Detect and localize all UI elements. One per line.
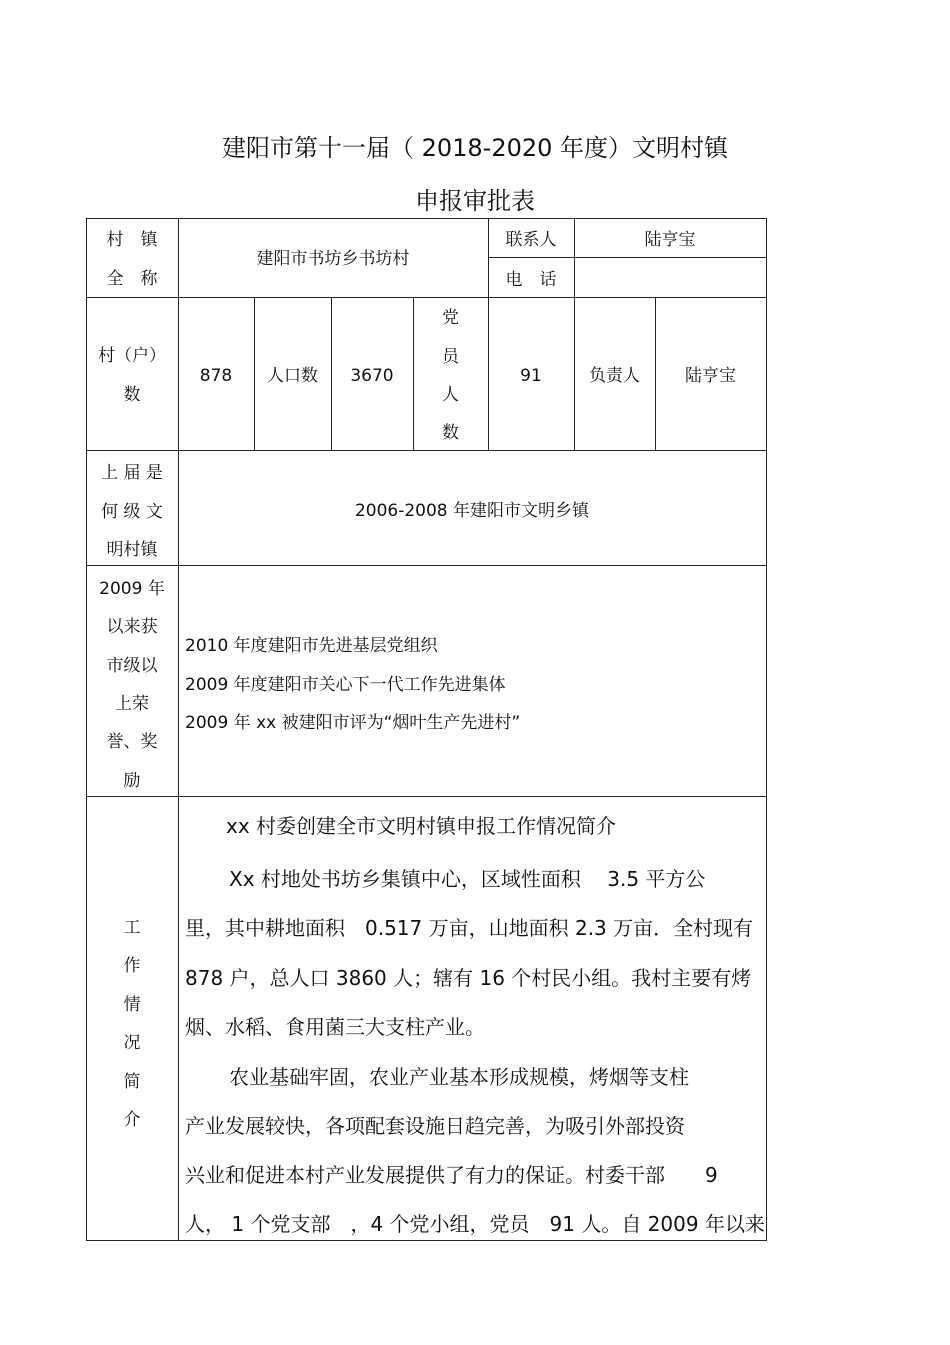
prev-level-label-line1: 上 届 是 — [101, 463, 163, 483]
work-paragraph-line: 人， 1 个党支部 ，4 个党小组，党员 91 人。自 2009 年以来 — [185, 1212, 765, 1236]
work-label-char: 作 — [123, 956, 141, 976]
honors-label-line: 励 — [123, 771, 141, 791]
table-line — [86, 565, 767, 566]
table-line — [574, 218, 575, 297]
work-paragraph-line: 兴业和促进本村产业发展提供了有力的保证。村委干部 9 — [185, 1163, 718, 1187]
work-label-char: 情 — [123, 995, 141, 1015]
contact-label: 联系人 — [505, 230, 557, 250]
party-members-label-char: 数 — [442, 423, 459, 443]
table-line — [86, 297, 767, 298]
village-name-value: 建阳市书坊乡书坊村 — [256, 249, 410, 269]
table-line — [766, 218, 767, 1241]
prev-level-label-line3: 明村镇 — [106, 540, 158, 560]
work-heading: xx 村委创建全市文明村镇申报工作情况简介 — [226, 814, 617, 838]
village-name-label-line1: 村 镇 — [106, 230, 158, 250]
work-paragraph-line: 农业基础牢固，农业产业基本形成规模，烤烟等支柱 — [229, 1065, 689, 1089]
party-members-label-char: 人 — [442, 385, 459, 405]
households-label-line2: 数 — [123, 385, 141, 405]
leader-value: 陆亨宝 — [685, 366, 736, 386]
population-value: 3670 — [350, 366, 394, 386]
table-line — [86, 796, 767, 797]
table-line — [488, 257, 767, 258]
document-title: 建阳市第十一届（ 2018-2020 年度）文明村镇 — [221, 134, 729, 162]
work-label-char: 况 — [123, 1033, 141, 1053]
party-members-label-char: 党 — [442, 308, 459, 328]
village-name-label-line2: 全 称 — [106, 269, 158, 289]
party-members-label-char: 员 — [442, 347, 459, 367]
work-label-char: 介 — [123, 1110, 141, 1130]
work-label-char: 简 — [123, 1072, 141, 1092]
contact-value: 陆亨宝 — [644, 230, 696, 250]
households-value: 878 — [199, 366, 233, 386]
work-paragraph-line: 烟、水稻、食用菌三大支柱产业。 — [185, 1015, 485, 1039]
population-label: 人口数 — [267, 366, 318, 386]
households-label-line1: 村（户） — [98, 346, 166, 366]
work-paragraph-line: 产业发展较快，各项配套设施日趋完善，为吸引外部投资 — [185, 1114, 685, 1138]
honors-label-line: 市级以 — [106, 656, 158, 676]
table-line — [86, 218, 767, 219]
honor-item: 2010 年度建阳市先进基层党组织 — [185, 636, 438, 656]
table-line — [86, 1240, 767, 1241]
table-line — [86, 450, 767, 451]
leader-label: 负责人 — [589, 366, 640, 386]
work-paragraph-line: Xx 村地处书坊乡集镇中心，区域性面积 3.5 平方公 — [229, 867, 706, 891]
phone-label: 电 话 — [505, 270, 557, 290]
honor-item: 2009 年 xx 被建阳市评为“烟叶生产先进村” — [185, 713, 521, 733]
honors-label-line: 2009 年 — [99, 579, 165, 599]
honors-label-line: 以来获 — [106, 617, 158, 637]
honor-item: 2009 年度建阳市关心下一代工作先进集体 — [185, 675, 506, 695]
work-paragraph-line: 878 户，总人口 3860 人；辖有 16 个村民小组。我村主要有烤 — [185, 966, 752, 990]
prev-level-label-line2: 何 级 文 — [101, 502, 163, 522]
honors-label-line: 誉、奖 — [106, 732, 158, 752]
work-label-char: 工 — [123, 918, 141, 938]
document-subtitle: 申报审批表 — [415, 187, 535, 215]
work-paragraph-line: 里，其中耕地面积 0.517 万亩，山地面积 2.3 万亩．全村现有 — [185, 916, 754, 940]
party-members-value: 91 — [520, 366, 542, 386]
honors-label-line: 上荣 — [115, 694, 149, 714]
prev-level-value: 2006-2008 年建阳市文明乡镇 — [354, 501, 590, 521]
application-table — [86, 218, 767, 1241]
